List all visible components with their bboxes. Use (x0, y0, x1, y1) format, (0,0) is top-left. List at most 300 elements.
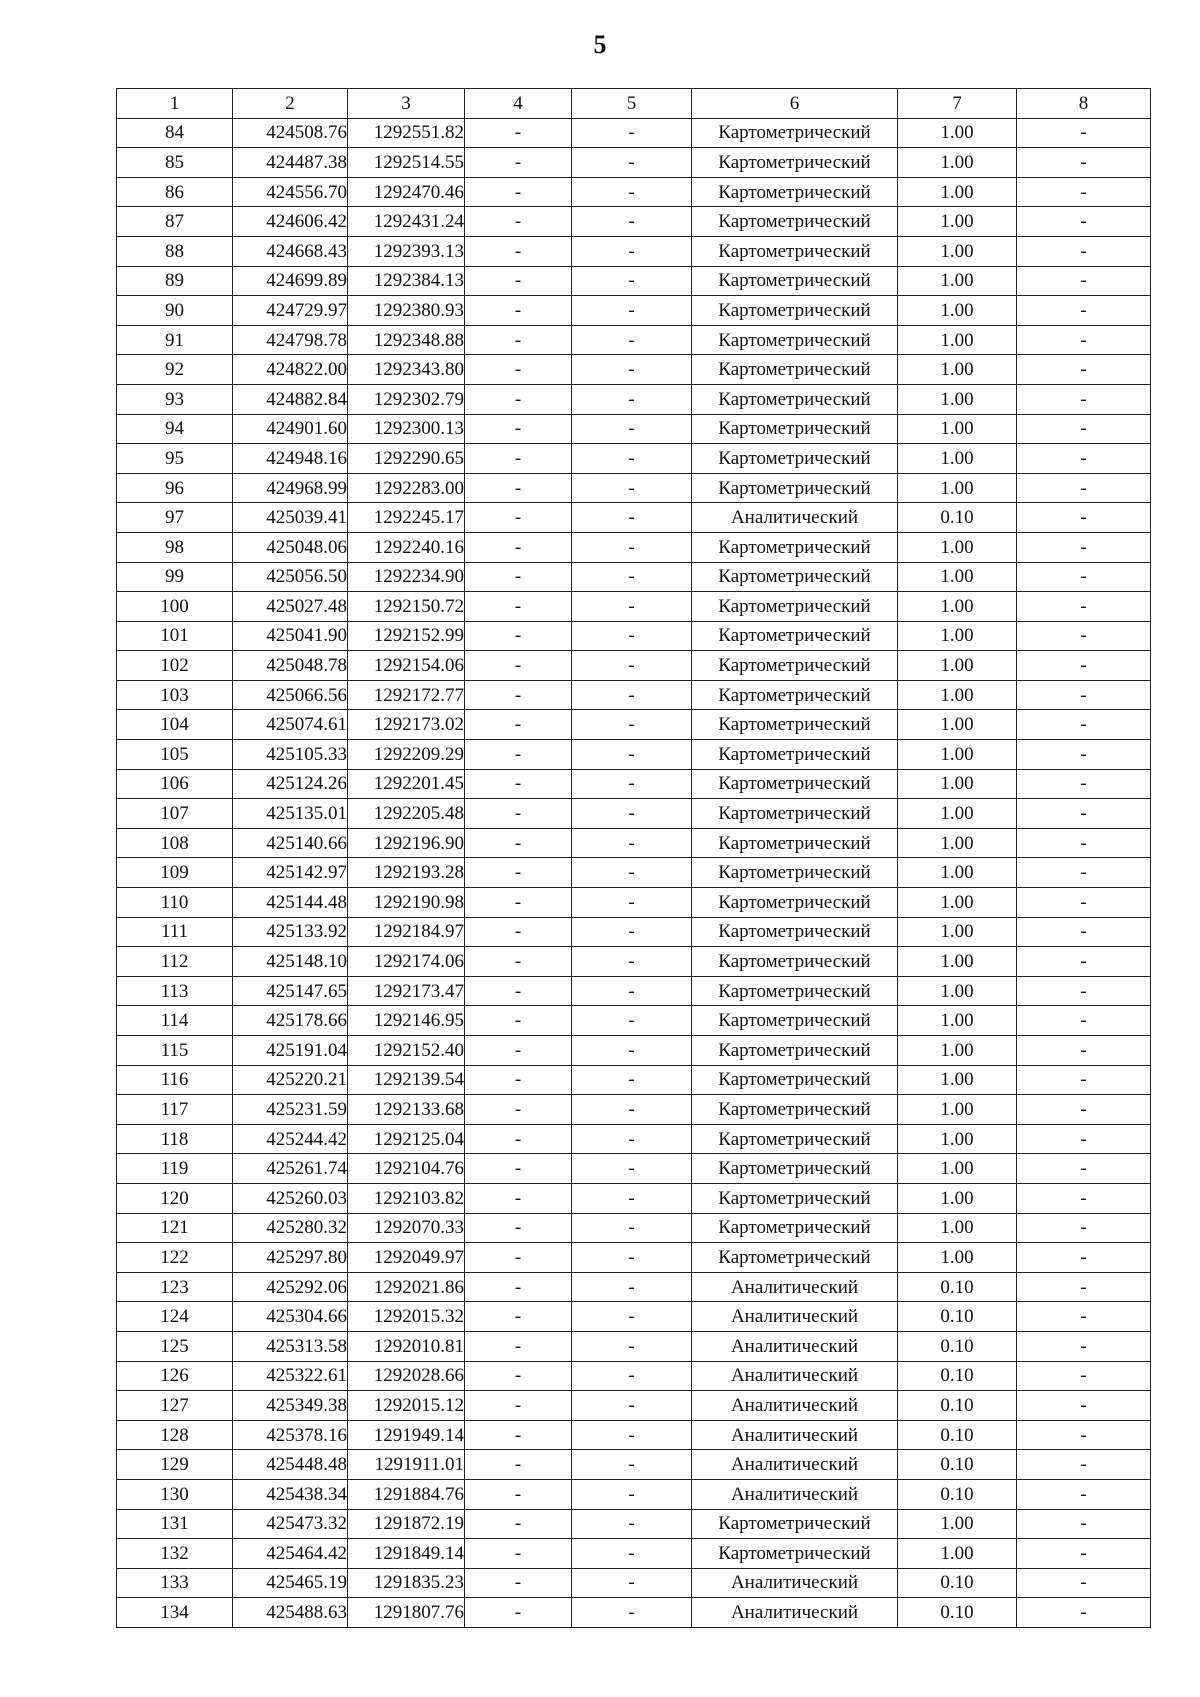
accuracy: 0.10 (898, 1598, 1017, 1628)
x-coordinate: 425438.34 (233, 1479, 348, 1509)
method: Картометрический (692, 177, 898, 207)
method: Аналитический (692, 1598, 898, 1628)
col-4-value: - (465, 325, 572, 355)
table-row (117, 296, 1151, 326)
col-4-value: - (465, 118, 572, 148)
table-row (117, 1479, 1151, 1509)
col-8-value: - (1017, 1391, 1151, 1421)
point-number: 114 (117, 1006, 233, 1036)
table-row (117, 266, 1151, 296)
point-number: 119 (117, 1154, 233, 1184)
point-number: 89 (117, 266, 233, 296)
col-8-value: - (1017, 118, 1151, 148)
table-row (117, 1509, 1151, 1539)
col-4-value: - (465, 651, 572, 681)
y-coordinate: 1291835.23 (348, 1568, 465, 1598)
accuracy: 0.10 (898, 1361, 1017, 1391)
table-row (117, 828, 1151, 858)
table-row (117, 325, 1151, 355)
col-8-value: - (1017, 1095, 1151, 1125)
accuracy: 1.00 (898, 236, 1017, 266)
x-coordinate: 425140.66 (233, 828, 348, 858)
table-row (117, 1272, 1151, 1302)
col-5-value: - (572, 118, 692, 148)
col-5-value: - (572, 177, 692, 207)
col-5-value: - (572, 740, 692, 770)
y-coordinate: 1291884.76 (348, 1479, 465, 1509)
col-4-value: - (465, 207, 572, 237)
method: Картометрический (692, 976, 898, 1006)
col-4-value: - (465, 532, 572, 562)
col-8-value: - (1017, 1006, 1151, 1036)
col-5-value: - (572, 858, 692, 888)
col-4-value: - (465, 621, 572, 651)
col-4-value: - (465, 503, 572, 533)
method: Аналитический (692, 1361, 898, 1391)
col-5-value: - (572, 444, 692, 474)
col-5-value: - (572, 1213, 692, 1243)
table-row (117, 532, 1151, 562)
accuracy: 1.00 (898, 148, 1017, 178)
col-4-value: - (465, 592, 572, 622)
col-5-value: - (572, 1568, 692, 1598)
col-8-value: - (1017, 325, 1151, 355)
col-5-value: - (572, 1331, 692, 1361)
page-number: 5 (593, 30, 607, 59)
col-8-value: - (1017, 384, 1151, 414)
table-row (117, 917, 1151, 947)
point-number: 113 (117, 976, 233, 1006)
y-coordinate: 1292551.82 (348, 118, 465, 148)
col-8-value: - (1017, 1036, 1151, 1066)
column-header: 6 (692, 89, 898, 119)
method: Картометрический (692, 799, 898, 829)
table-row (117, 355, 1151, 385)
x-coordinate: 425105.33 (233, 740, 348, 770)
table-row (117, 236, 1151, 266)
accuracy: 1.00 (898, 325, 1017, 355)
col-8-value: - (1017, 532, 1151, 562)
y-coordinate: 1292190.98 (348, 888, 465, 918)
col-8-value: - (1017, 1065, 1151, 1095)
col-8-value: - (1017, 207, 1151, 237)
x-coordinate: 425148.10 (233, 947, 348, 977)
col-8-value: - (1017, 414, 1151, 444)
point-number: 86 (117, 177, 233, 207)
x-coordinate: 425027.48 (233, 592, 348, 622)
col-5-value: - (572, 1450, 692, 1480)
col-8-value: - (1017, 1420, 1151, 1450)
col-5-value: - (572, 1598, 692, 1628)
point-number: 130 (117, 1479, 233, 1509)
col-5-value: - (572, 1243, 692, 1273)
accuracy: 1.00 (898, 1036, 1017, 1066)
col-5-value: - (572, 473, 692, 503)
table-row (117, 621, 1151, 651)
table-row (117, 384, 1151, 414)
accuracy: 0.10 (898, 1331, 1017, 1361)
accuracy: 1.00 (898, 1539, 1017, 1569)
col-5-value: - (572, 1272, 692, 1302)
table-row (117, 1095, 1151, 1125)
x-coordinate: 425041.90 (233, 621, 348, 651)
column-header: 7 (898, 89, 1017, 119)
method: Картометрический (692, 1124, 898, 1154)
col-5-value: - (572, 503, 692, 533)
table-row (117, 1065, 1151, 1095)
method: Картометрический (692, 1183, 898, 1213)
col-4-value: - (465, 858, 572, 888)
point-number: 87 (117, 207, 233, 237)
column-header: 2 (233, 89, 348, 119)
col-4-value: - (465, 917, 572, 947)
col-5-value: - (572, 296, 692, 326)
y-coordinate: 1292393.13 (348, 236, 465, 266)
col-8-value: - (1017, 148, 1151, 178)
col-5-value: - (572, 384, 692, 414)
accuracy: 1.00 (898, 917, 1017, 947)
col-5-value: - (572, 1479, 692, 1509)
column-header: 3 (348, 89, 465, 119)
method: Картометрический (692, 118, 898, 148)
point-number: 128 (117, 1420, 233, 1450)
x-coordinate: 425048.06 (233, 532, 348, 562)
method: Картометрический (692, 384, 898, 414)
col-8-value: - (1017, 562, 1151, 592)
col-5-value: - (572, 148, 692, 178)
method: Картометрический (692, 1095, 898, 1125)
x-coordinate: 424606.42 (233, 207, 348, 237)
col-4-value: - (465, 888, 572, 918)
col-4-value: - (465, 562, 572, 592)
method: Картометрический (692, 888, 898, 918)
x-coordinate: 425191.04 (233, 1036, 348, 1066)
method: Картометрический (692, 592, 898, 622)
x-coordinate: 424901.60 (233, 414, 348, 444)
col-4-value: - (465, 236, 572, 266)
col-8-value: - (1017, 1243, 1151, 1273)
col-4-value: - (465, 1391, 572, 1421)
col-5-value: - (572, 1420, 692, 1450)
col-4-value: - (465, 710, 572, 740)
header-row (117, 89, 1151, 119)
col-8-value: - (1017, 1213, 1151, 1243)
table-row (117, 1183, 1151, 1213)
method: Аналитический (692, 1331, 898, 1361)
method: Аналитический (692, 1391, 898, 1421)
col-8-value: - (1017, 1509, 1151, 1539)
col-5-value: - (572, 1006, 692, 1036)
col-4-value: - (465, 444, 572, 474)
x-coordinate: 424487.38 (233, 148, 348, 178)
col-4-value: - (465, 740, 572, 770)
point-number: 116 (117, 1065, 233, 1095)
col-4-value: - (465, 828, 572, 858)
table-row (117, 1450, 1151, 1480)
accuracy: 0.10 (898, 1450, 1017, 1480)
accuracy: 1.00 (898, 1154, 1017, 1184)
accuracy: 1.00 (898, 799, 1017, 829)
y-coordinate: 1292348.88 (348, 325, 465, 355)
table-row (117, 1036, 1151, 1066)
col-4-value: - (465, 1450, 572, 1480)
x-coordinate: 425473.32 (233, 1509, 348, 1539)
method: Аналитический (692, 503, 898, 533)
point-number: 95 (117, 444, 233, 474)
col-8-value: - (1017, 1124, 1151, 1154)
point-number: 104 (117, 710, 233, 740)
table-row (117, 503, 1151, 533)
accuracy: 1.00 (898, 473, 1017, 503)
y-coordinate: 1292431.24 (348, 207, 465, 237)
x-coordinate: 425349.38 (233, 1391, 348, 1421)
col-8-value: - (1017, 236, 1151, 266)
y-coordinate: 1292240.16 (348, 532, 465, 562)
col-4-value: - (465, 1036, 572, 1066)
method: Картометрический (692, 1065, 898, 1095)
col-8-value: - (1017, 1539, 1151, 1569)
y-coordinate: 1292283.00 (348, 473, 465, 503)
coordinates-table (116, 88, 1151, 1628)
accuracy: 1.00 (898, 1243, 1017, 1273)
x-coordinate: 425178.66 (233, 1006, 348, 1036)
table-row (117, 1331, 1151, 1361)
col-5-value: - (572, 1361, 692, 1391)
point-number: 105 (117, 740, 233, 770)
x-coordinate: 425465.19 (233, 1568, 348, 1598)
y-coordinate: 1292028.66 (348, 1361, 465, 1391)
x-coordinate: 425039.41 (233, 503, 348, 533)
x-coordinate: 425142.97 (233, 858, 348, 888)
y-coordinate: 1292514.55 (348, 148, 465, 178)
col-5-value: - (572, 207, 692, 237)
x-coordinate: 425066.56 (233, 680, 348, 710)
y-coordinate: 1292173.47 (348, 976, 465, 1006)
accuracy: 1.00 (898, 1183, 1017, 1213)
col-8-value: - (1017, 740, 1151, 770)
accuracy: 1.00 (898, 680, 1017, 710)
point-number: 121 (117, 1213, 233, 1243)
accuracy: 1.00 (898, 1124, 1017, 1154)
accuracy: 1.00 (898, 384, 1017, 414)
accuracy: 1.00 (898, 118, 1017, 148)
accuracy: 0.10 (898, 503, 1017, 533)
accuracy: 1.00 (898, 858, 1017, 888)
x-coordinate: 424882.84 (233, 384, 348, 414)
accuracy: 1.00 (898, 888, 1017, 918)
point-number: 97 (117, 503, 233, 533)
table-row (117, 976, 1151, 1006)
y-coordinate: 1292184.97 (348, 917, 465, 947)
method: Картометрический (692, 1154, 898, 1184)
point-number: 124 (117, 1302, 233, 1332)
y-coordinate: 1292193.28 (348, 858, 465, 888)
table-row (117, 1124, 1151, 1154)
y-coordinate: 1292139.54 (348, 1065, 465, 1095)
col-8-value: - (1017, 296, 1151, 326)
y-coordinate: 1292290.65 (348, 444, 465, 474)
col-8-value: - (1017, 592, 1151, 622)
col-5-value: - (572, 769, 692, 799)
method: Аналитический (692, 1450, 898, 1480)
col-5-value: - (572, 532, 692, 562)
point-number: 100 (117, 592, 233, 622)
y-coordinate: 1292172.77 (348, 680, 465, 710)
col-8-value: - (1017, 710, 1151, 740)
x-coordinate: 424948.16 (233, 444, 348, 474)
point-number: 122 (117, 1243, 233, 1273)
x-coordinate: 425056.50 (233, 562, 348, 592)
accuracy: 0.10 (898, 1420, 1017, 1450)
col-8-value: - (1017, 917, 1151, 947)
col-8-value: - (1017, 1479, 1151, 1509)
method: Картометрический (692, 621, 898, 651)
x-coordinate: 425133.92 (233, 917, 348, 947)
table-row (117, 1302, 1151, 1332)
table-row (117, 207, 1151, 237)
col-4-value: - (465, 1598, 572, 1628)
accuracy: 1.00 (898, 947, 1017, 977)
y-coordinate: 1292070.33 (348, 1213, 465, 1243)
method: Картометрический (692, 740, 898, 770)
x-coordinate: 424699.89 (233, 266, 348, 296)
method: Картометрический (692, 858, 898, 888)
point-number: 92 (117, 355, 233, 385)
x-coordinate: 425488.63 (233, 1598, 348, 1628)
x-coordinate: 425304.66 (233, 1302, 348, 1332)
accuracy: 1.00 (898, 1213, 1017, 1243)
y-coordinate: 1291949.14 (348, 1420, 465, 1450)
y-coordinate: 1292300.13 (348, 414, 465, 444)
point-number: 108 (117, 828, 233, 858)
x-coordinate: 425448.48 (233, 1450, 348, 1480)
col-5-value: - (572, 1154, 692, 1184)
method: Картометрический (692, 828, 898, 858)
x-coordinate: 424968.99 (233, 473, 348, 503)
table-row (117, 1568, 1151, 1598)
x-coordinate: 425074.61 (233, 710, 348, 740)
point-number: 109 (117, 858, 233, 888)
point-number: 133 (117, 1568, 233, 1598)
accuracy: 1.00 (898, 207, 1017, 237)
x-coordinate: 424729.97 (233, 296, 348, 326)
accuracy: 1.00 (898, 1006, 1017, 1036)
col-5-value: - (572, 947, 692, 977)
col-5-value: - (572, 1065, 692, 1095)
table-row (117, 592, 1151, 622)
y-coordinate: 1292125.04 (348, 1124, 465, 1154)
point-number: 112 (117, 947, 233, 977)
col-5-value: - (572, 828, 692, 858)
col-8-value: - (1017, 1598, 1151, 1628)
col-8-value: - (1017, 444, 1151, 474)
y-coordinate: 1291911.01 (348, 1450, 465, 1480)
point-number: 132 (117, 1539, 233, 1569)
table-row (117, 680, 1151, 710)
y-coordinate: 1292201.45 (348, 769, 465, 799)
method: Картометрический (692, 651, 898, 681)
point-number: 115 (117, 1036, 233, 1066)
method: Аналитический (692, 1568, 898, 1598)
x-coordinate: 424822.00 (233, 355, 348, 385)
y-coordinate: 1292380.93 (348, 296, 465, 326)
col-4-value: - (465, 1065, 572, 1095)
point-number: 101 (117, 621, 233, 651)
column-header: 5 (572, 89, 692, 119)
col-8-value: - (1017, 1154, 1151, 1184)
point-number: 123 (117, 1272, 233, 1302)
point-number: 98 (117, 532, 233, 562)
accuracy: 1.00 (898, 621, 1017, 651)
x-coordinate: 425378.16 (233, 1420, 348, 1450)
y-coordinate: 1292245.17 (348, 503, 465, 533)
point-number: 126 (117, 1361, 233, 1391)
accuracy: 1.00 (898, 1509, 1017, 1539)
point-number: 102 (117, 651, 233, 681)
point-number: 91 (117, 325, 233, 355)
col-4-value: - (465, 1243, 572, 1273)
col-8-value: - (1017, 947, 1151, 977)
table-row (117, 888, 1151, 918)
y-coordinate: 1292015.12 (348, 1391, 465, 1421)
point-number: 106 (117, 769, 233, 799)
method: Картометрический (692, 680, 898, 710)
col-8-value: - (1017, 503, 1151, 533)
col-5-value: - (572, 1124, 692, 1154)
table-row (117, 1006, 1151, 1036)
point-number: 129 (117, 1450, 233, 1480)
point-number: 117 (117, 1095, 233, 1125)
point-number: 84 (117, 118, 233, 148)
accuracy: 1.00 (898, 828, 1017, 858)
col-4-value: - (465, 1154, 572, 1184)
col-4-value: - (465, 177, 572, 207)
col-4-value: - (465, 355, 572, 385)
x-coordinate: 424508.76 (233, 118, 348, 148)
table-row (117, 1539, 1151, 1569)
col-8-value: - (1017, 828, 1151, 858)
accuracy: 1.00 (898, 444, 1017, 474)
y-coordinate: 1292234.90 (348, 562, 465, 592)
col-4-value: - (465, 1124, 572, 1154)
x-coordinate: 425147.65 (233, 976, 348, 1006)
method: Аналитический (692, 1302, 898, 1332)
method: Аналитический (692, 1420, 898, 1450)
col-8-value: - (1017, 1568, 1151, 1598)
method: Картометрический (692, 266, 898, 296)
col-8-value: - (1017, 1331, 1151, 1361)
table-row (117, 444, 1151, 474)
x-coordinate: 425280.32 (233, 1213, 348, 1243)
method: Картометрический (692, 148, 898, 178)
y-coordinate: 1291807.76 (348, 1598, 465, 1628)
x-coordinate: 425124.26 (233, 769, 348, 799)
table-row (117, 1361, 1151, 1391)
accuracy: 1.00 (898, 1065, 1017, 1095)
point-number: 107 (117, 799, 233, 829)
col-5-value: - (572, 888, 692, 918)
accuracy: 1.00 (898, 532, 1017, 562)
col-5-value: - (572, 592, 692, 622)
x-coordinate: 425220.21 (233, 1065, 348, 1095)
method: Картометрический (692, 207, 898, 237)
method: Аналитический (692, 1479, 898, 1509)
col-5-value: - (572, 1539, 692, 1569)
table-row (117, 1391, 1151, 1421)
col-8-value: - (1017, 1450, 1151, 1480)
y-coordinate: 1292049.97 (348, 1243, 465, 1273)
col-4-value: - (465, 266, 572, 296)
